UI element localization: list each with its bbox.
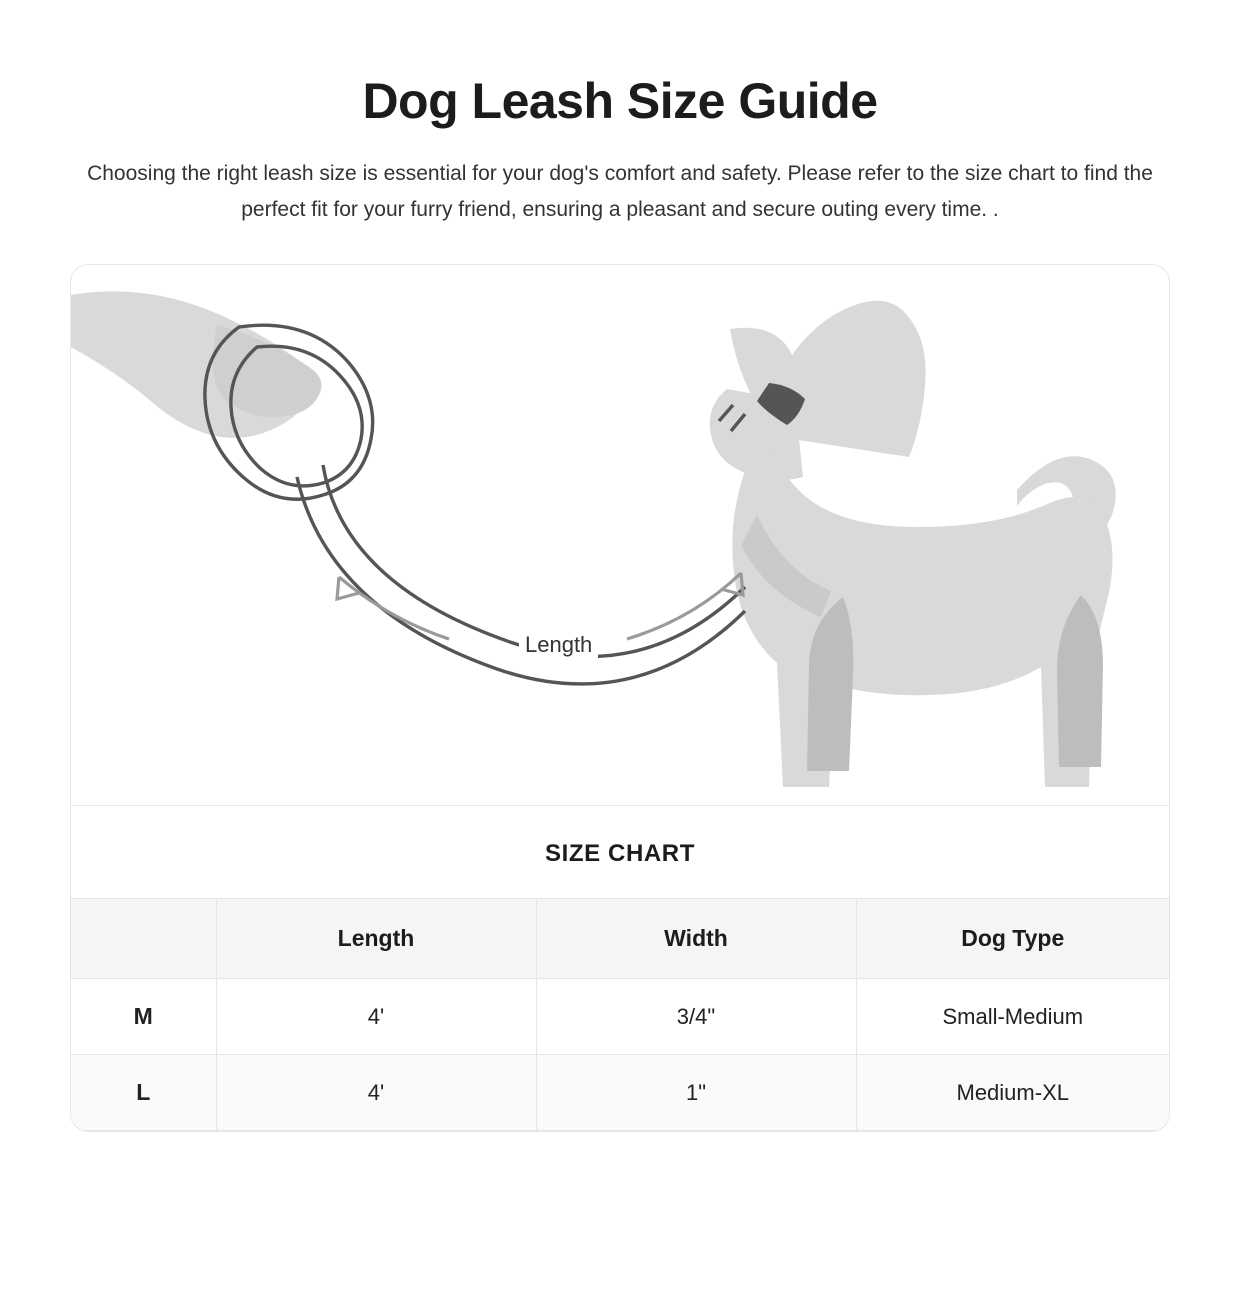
column-header-length: Length: [216, 899, 536, 979]
cell-length: 4': [216, 1055, 536, 1131]
cell-size: M: [71, 979, 216, 1055]
column-header-size: [71, 899, 216, 979]
column-header-width: Width: [536, 899, 856, 979]
length-annotation: Length: [519, 630, 598, 660]
leash-diagram-svg: [71, 265, 1169, 805]
cell-size: L: [71, 1055, 216, 1131]
page-description: Choosing the right leash size is essential for your dog's comfort and safety. Please refer to the size chart to find the perfect fit for your furry friend, ensuring a pleasant and secure outing every time. .: [87, 162, 1153, 222]
hand-silhouette-icon: [71, 292, 321, 439]
table-row: [71, 979, 1169, 1055]
cell-dog-type: Medium-XL: [856, 1055, 1169, 1131]
size-guide-card: [70, 264, 1170, 1132]
column-header-dog-type: Dog Type: [856, 899, 1169, 979]
dog-silhouette-icon: [710, 301, 1116, 787]
table-row: [71, 1055, 1169, 1131]
leash-illustration: [71, 265, 1169, 805]
size-chart-table: [71, 898, 1169, 1131]
page-title: Dog Leash Size Guide: [362, 73, 878, 129]
size-guide-page: [0, 72, 1240, 1312]
cell-width: 3/4": [536, 979, 856, 1055]
cell-length: 4': [216, 979, 536, 1055]
size-chart-heading: SIZE CHART: [71, 805, 1169, 898]
table-header-row: [71, 899, 1169, 979]
cell-dog-type: Small-Medium: [856, 979, 1169, 1055]
cell-width: 1": [536, 1055, 856, 1131]
